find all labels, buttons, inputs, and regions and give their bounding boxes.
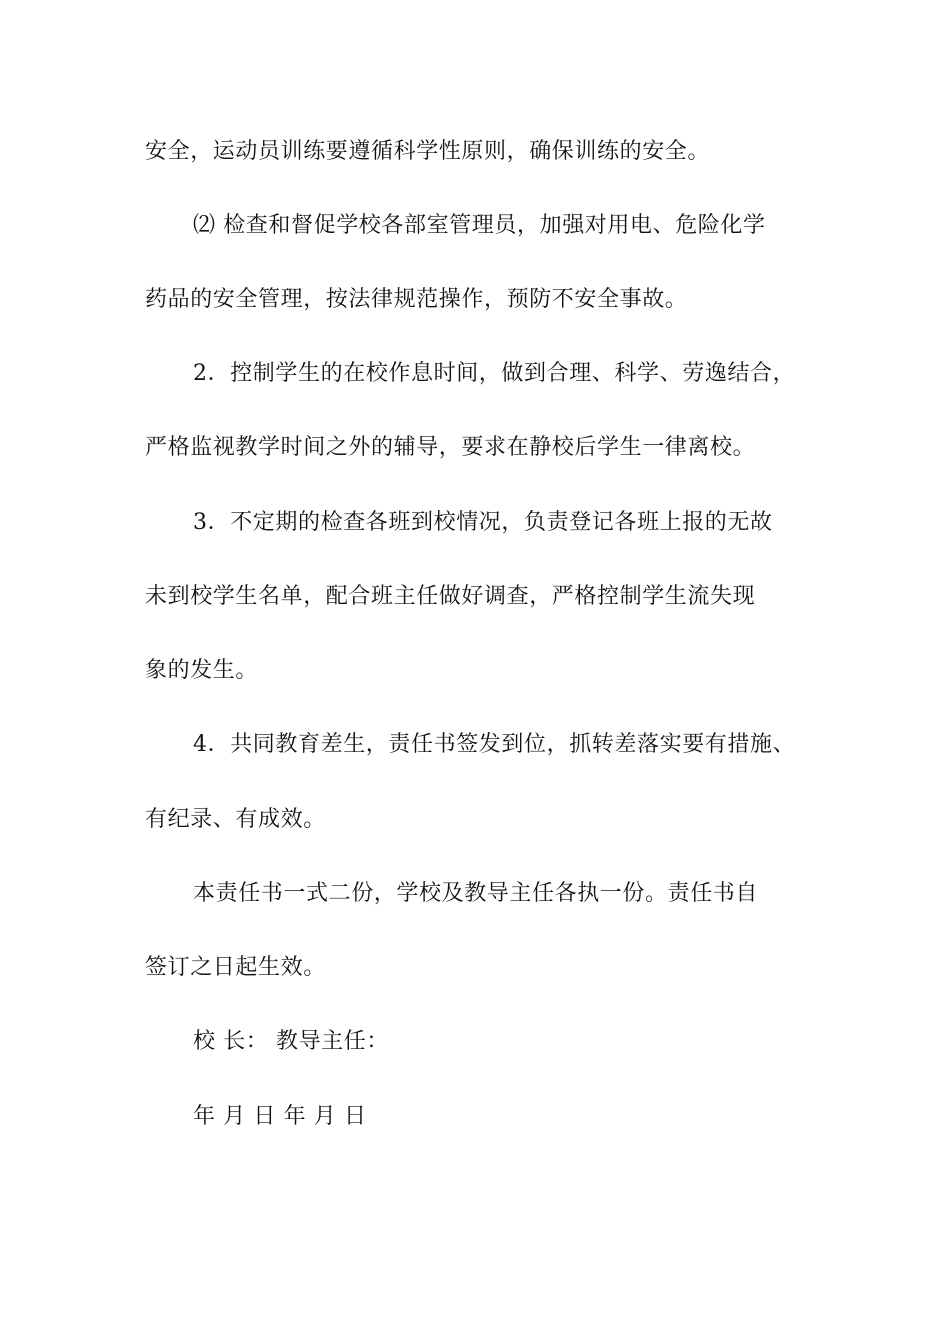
paragraph-line: 4．共同教育差生，责任书签发到位，抓转差落实要有措施、: [193, 732, 796, 757]
paragraph-line: 安全，运动员训练要遵循科学性原则，确保训练的安全。: [145, 139, 711, 164]
paragraph-line: ⑵ 检查和督促学校各部室管理员，加强对用电、危险化学: [193, 213, 766, 238]
paragraph-line: 严格监视教学时间之外的辅导，要求在静校后学生一律离校。: [145, 435, 756, 460]
paragraph-line: 本责任书一式二份，学校及教导主任各执一份。责任书自: [193, 881, 759, 906]
paragraph-line: 药品的安全管理，按法律规范操作，预防不安全事故。: [145, 287, 688, 312]
paragraph-line: 3．不定期的检查各班到校情况，负责登记各班上报的无故: [193, 510, 773, 535]
date-line: 年 月 日 年 月 日: [193, 1104, 367, 1129]
signature-line: 校 长： 教导主任：: [193, 1029, 389, 1054]
paragraph-line: 签订之日起生效。: [145, 955, 326, 980]
paragraph-line: 2．控制学生的在校作息时间，做到合理、科学、劳逸结合，: [193, 361, 796, 386]
paragraph-line: 象的发生。: [145, 658, 259, 683]
paragraph-line: 有纪录、有成效。: [145, 807, 326, 832]
paragraph-line: 未到校学生名单，配合班主任做好调查，严格控制学生流失现: [145, 584, 756, 609]
